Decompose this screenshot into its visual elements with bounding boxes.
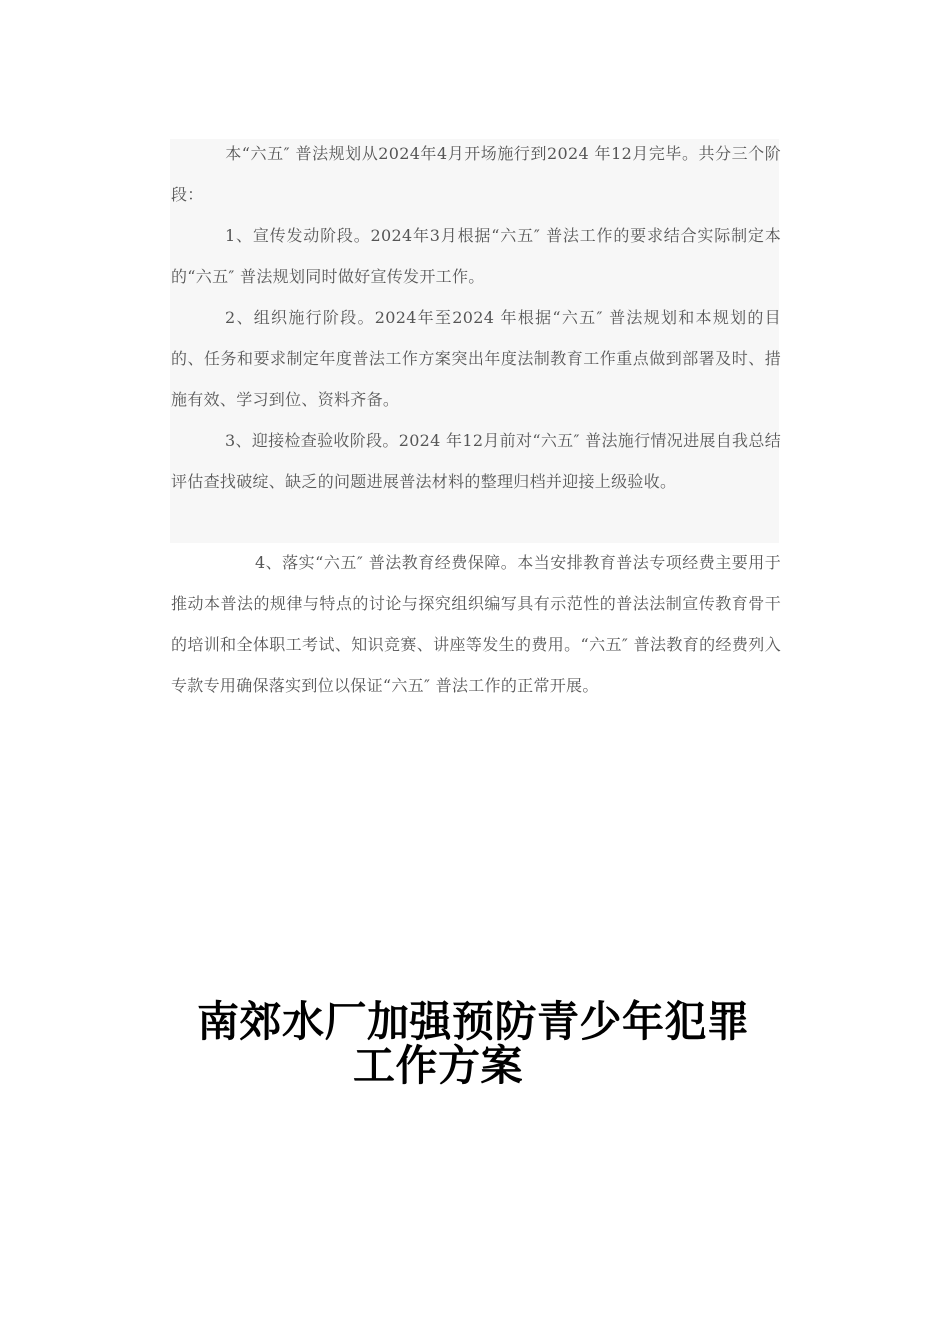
paragraph-funding (171, 542, 781, 706)
paragraph-text: 2、组织施行阶段。2024年至2024 年根据“六五″ 普法规划和本规划的目的、任务和要求制定年度普法工作方案突出年度法制教育工作重点做到部署及时、措施有效、学习到位、资料齐备。 (171, 308, 781, 409)
paragraph-text: 1、宣传发动阶段。2024年3月根据“六五″ 普法工作的要求结合实际制定本的“六五″ 普法规划同时做好宣传发开工作。 (171, 226, 781, 286)
paragraph-stage-1 (171, 215, 781, 297)
paragraph-stage-2 (171, 297, 781, 420)
paragraph-stages-intro (171, 133, 781, 215)
paragraph-text: 4、落实“六五″ 普法教育经费保障。本当安排教育普法专项经费主要用于推动本普法的规律与特点的讨论与探究组织编写具有示范性的普法法制宣传教育骨干的培训和全体职工考试、知识竞赛、讲座等发生的费用。“六五″ 普法教育的经费列入专款专用确保落实到位以保证“六五″ 普法工作的正常开展。 (171, 553, 781, 695)
paragraph-text: 3、迎接检查验收阶段。2024 年12月前对“六五″ 普法施行情况进展自我总结评估查找破绽、缺乏的问题进展普法材料的整理归档并迎接上级验收。 (171, 431, 781, 491)
title-line-2: 工作方案 (353, 1041, 524, 1090)
title-line-1: 南郊水厂加强预防青少年犯罪 (197, 997, 750, 1046)
paragraph-text: 本“六五″ 普法规划从2024年4月开场施行到2024 年12月完毕。共分三个阶段： (171, 144, 781, 204)
paragraph-stage-3 (171, 420, 781, 502)
